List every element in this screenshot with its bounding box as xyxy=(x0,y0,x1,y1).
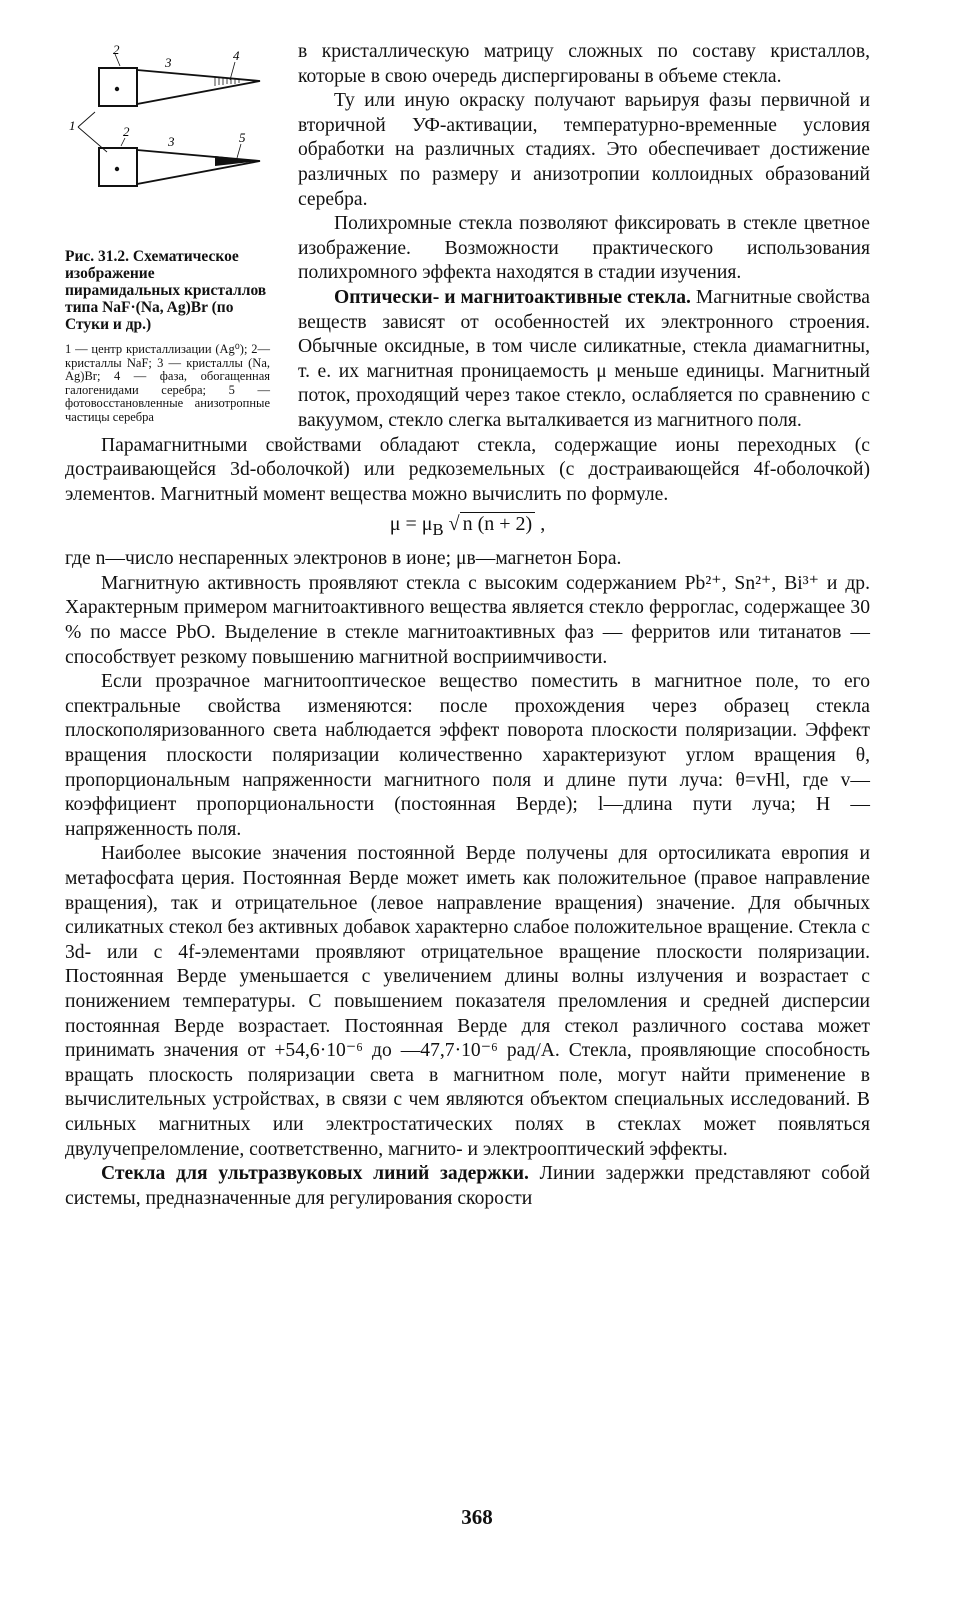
paragraph-1: в кристаллическую матрицу сложных по составу кристаллов, которые в свою очередь диспергированы в объеме стекла. xyxy=(298,41,870,87)
figure-caption: Рис. 31.2. Схематическое изображение пирамидальных кристаллов типа NaF·(Na, Ag)Br (по Стуки и др.) xyxy=(65,248,267,333)
figure xyxy=(65,40,270,424)
paragraph-2: Ту или иную окраску получают варьируя фазы первичной и вторичной УФ-активации, температурно-временные условия обработки на различных стадиях. Это обеспечивает достижение различных по размеру и анизотропии коллоидных образований серебра. xyxy=(298,90,870,210)
label-5: 5 xyxy=(239,130,246,145)
label-1: 1 xyxy=(69,118,76,133)
lower-center-dot xyxy=(115,167,119,171)
label-4: 4 xyxy=(233,48,240,63)
paragraph-8: Если прозрачное магнитооптическое вещество поместить в магнитное поле, то его спектральные свойства изменяются: после прохождения через образец стекла плоскополяризованного света наблюдается эффект поворота плоскости поляризации. Эффект вращения плоскости поляризации количественно характеризуют углом вращения θ, пропорциональным напряженности магнитного поля и длине пути луча: θ=vHl, где v—коэффициент пропорциональности (постоянная Верде); l—длина пути луча; H — напряженность поля. xyxy=(65,671,870,840)
section-heading-ultrasonic: Стекла для ультразвуковых линий задержки. xyxy=(101,1163,529,1185)
paragraph-7: Магнитную активность проявляют стекла с высоким содержанием Pb²⁺, Sn²⁺, Bi³⁺ и др. Характерным примером магнитоактивного вещества является стекло ферроглас, содержащее 30 % по массе PbO. Выделение в стекле магнитоактивных фаз — ферритов или титанатов — способствует резкому повышению магнитной восприимчивости. xyxy=(65,572,870,668)
formula-radicand: n (n + 2) xyxy=(460,512,536,535)
label-3-lower: 3 xyxy=(168,134,175,149)
paragraph-10-body: Линии задержки представляют собой системы, предназначенные для регулирования скорости xyxy=(65,1163,870,1209)
formula-tail: , xyxy=(535,513,546,536)
formula-subscript: B xyxy=(432,520,444,540)
paragraph-3: Полихромные стекла позволяют фиксировать в стекле цветное изображение. Возможности практического использования полихромного эффекта находятся в стадии изучения. xyxy=(298,213,870,284)
figure-legend: 1 — центр кристаллизации (Ag⁰); 2—кристаллы NaF; 3 — кристаллы (Na, Ag)Br; 4 — фаза, обогащенная галогенидами серебра; 5 — фотовосстановленные анизотропные частицы серебра xyxy=(65,342,270,424)
upper-center-dot xyxy=(115,87,119,91)
lower-crystal-square xyxy=(99,148,137,186)
formula: $\mu = \mu_B$ √ n (n + 2) , xyxy=(389,513,546,540)
upper-crystal-square xyxy=(99,68,137,106)
page-number: 368 xyxy=(461,1505,493,1529)
formula-left: μ = μ xyxy=(389,513,433,536)
label-2-lower: 2 xyxy=(123,124,130,139)
lower-pyramid xyxy=(137,150,260,184)
upper-pyramid xyxy=(137,70,260,104)
paragraph-10 xyxy=(65,1162,870,1211)
paragraph-5: Парамагнитными свойствами обладают стекла, содержащие ионы переходных (с достраивающейся 3d-оболочкой) или редкоземельных (с достраивающейся 4f-оболочкой) элементов. Магнитный момент вещества можно вычислить по формуле. xyxy=(65,434,870,505)
paragraph-9: Наиболее высокие значения постоянной Верде получены для ортосиликата европия и метафосфата церия. Постоянная Верде может иметь как положительное (правое направление вращения), так и отрицательное (левое направление вращения) значение. Для обычных силикатных стекол без активных добавок характерно слабое положительное вращение. Стекла с 3d- или с 4f-элементами проявляют отрицательное вращение плоскости поляризации. Постоянная Верде уменьшается с увеличением длины волны излучения и возрастает с понижением температуры. С повышением показателя преломления и средней дисперсии постоянная Верде возрастает. Постоянная Верде для стекол различного состава может принимать значения от +54,6·10⁻⁶ до —47,7·10⁻⁶ рад/А. Стекла, проявляющие способность вращать плоскость поляризации света в магнитном поле, могут найти применение в вычислительных устройствах, в связи с чем являются объектом специальных исследований. В сильных магнитных или электростатических полях в стеклах может появляться двулучепреломление, соответственно, магнито- и электрооптический эффекты. xyxy=(65,843,870,1160)
page-content xyxy=(65,40,870,1211)
section-heading-magnetoactive: Оптически- и магнитоактивные стекла. xyxy=(334,286,691,308)
paragraph-4-body: Магнитные свойства веществ зависят от особенностей их электронного строения. Обычные оксидные, в том числе силикатные, стекла диамагнитны, т. е. их магнитная проницаемость μ меньше единицы. Магнитный поток, проходящий через такое стекло, ослабляется по сравнению с вакуумом, стекло слегка выталкивается из магнитного поля. xyxy=(298,286,870,431)
paragraph-6: где n—число неспаренных электронов в ионе; μв—магнетон Бора. xyxy=(65,548,622,570)
crystal-diagram xyxy=(65,40,270,240)
label-3-upper: 3 xyxy=(165,55,172,70)
label-2-upper: 2 xyxy=(113,42,120,57)
